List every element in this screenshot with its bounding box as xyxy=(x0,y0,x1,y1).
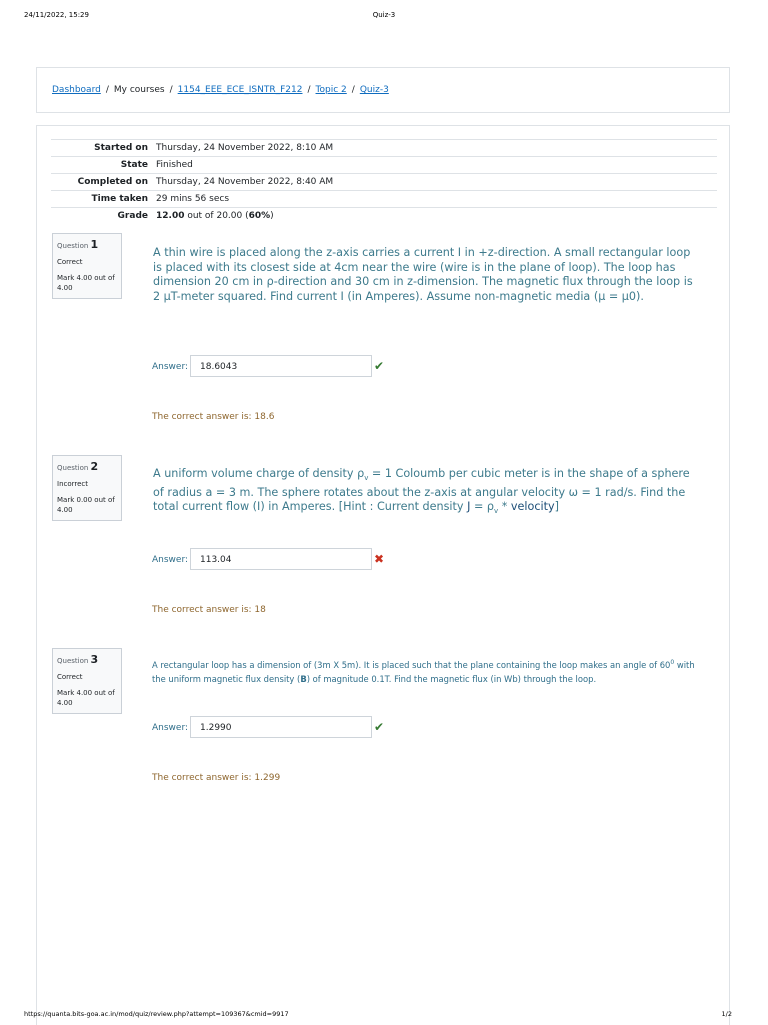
summary-value: Finished xyxy=(152,157,717,174)
text-part: = ρ xyxy=(470,500,495,514)
question-2-correct-answer: The correct answer is: 18 xyxy=(152,605,266,615)
question-3-correct-answer: The correct answer is: 1.299 xyxy=(152,773,281,783)
summary-row-grade xyxy=(51,208,717,225)
summary-label: Completed on xyxy=(51,174,152,191)
question-number xyxy=(57,653,117,668)
print-title: Quiz-3 xyxy=(372,11,396,19)
breadcrumb-container xyxy=(36,67,730,113)
attempt-summary-table xyxy=(51,139,717,224)
grade-value xyxy=(152,208,717,225)
answer-field[interactable]: 18.6043 xyxy=(190,355,372,377)
text-part: = 1 Coloumb per cubic meter is in the shape of a sphere of radius a = 3 m. The sphere rotates about the z-axis at angular velocity ω = 1 rad/s. Find the total current flow (I) in Amperes. [Hint : Current density xyxy=(153,467,690,514)
summary-label: State xyxy=(51,157,152,174)
answer-label: Answer: xyxy=(152,555,189,565)
question-status: Incorrect xyxy=(57,479,89,488)
question-label: Question xyxy=(57,464,89,472)
text-part: A uniform volume charge of density ρ xyxy=(153,467,365,480)
question-number xyxy=(57,460,117,475)
question-1-correct-answer: The correct answer is: 18.6 xyxy=(152,412,275,422)
text-subscript: v xyxy=(364,474,369,483)
question-number-value: 3 xyxy=(90,653,99,666)
breadcrumb-separator: / xyxy=(307,85,311,95)
question-status: Correct xyxy=(57,672,83,681)
summary-value: Thursday, 24 November 2022, 8:10 AM xyxy=(152,140,717,157)
question-3-info xyxy=(52,648,122,714)
breadcrumb-separator: / xyxy=(169,85,173,95)
text-part: ] xyxy=(554,500,559,514)
question-label: Question xyxy=(57,242,89,250)
question-number xyxy=(57,238,117,253)
breadcrumb-my-courses: My courses xyxy=(113,85,165,95)
summary-row xyxy=(51,157,717,174)
question-mark: Mark 0.00 out of 4.00 xyxy=(57,496,115,514)
summary-row xyxy=(51,174,717,191)
question-number-value: 2 xyxy=(90,460,99,473)
print-url: https://quanta.bits-goa.ac.in/mod/quiz/review.php?attempt=109367&cmid=9917 xyxy=(24,1010,289,1018)
question-1-info xyxy=(52,233,122,299)
print-datetime: 24/11/2022, 15:29 xyxy=(24,11,89,19)
summary-value: 29 mins 56 secs xyxy=(152,191,717,208)
print-page-number: 1/2 xyxy=(721,1010,732,1018)
summary-value: Thursday, 24 November 2022, 8:40 AM xyxy=(152,174,717,191)
question-mark: Mark 4.00 out of 4.00 xyxy=(57,274,115,292)
answer-label: Answer: xyxy=(152,723,189,733)
question-3-text xyxy=(152,656,697,686)
question-mark: Mark 4.00 out of 4.00 xyxy=(57,689,115,707)
breadcrumb-course-link[interactable]: 1154_EEE_ECE_ISNTR_F212 xyxy=(177,85,303,95)
question-2-info xyxy=(52,455,122,521)
breadcrumb-separator: / xyxy=(351,85,355,95)
question-label: Question xyxy=(57,657,89,665)
breadcrumb-topic-link[interactable]: Topic 2 xyxy=(315,85,347,95)
grade-outof: out of 20.00 ( xyxy=(184,211,249,221)
grade-label: Grade xyxy=(51,208,152,225)
breadcrumb-dashboard-link[interactable]: Dashboard xyxy=(52,85,101,95)
text-subscript: v xyxy=(494,507,499,516)
summary-row xyxy=(51,140,717,157)
text-part: A rectangular loop has a dimension of (3m X 5m). It is placed such that the plane containing the loop makes an angle of 60 xyxy=(152,659,671,670)
question-status: Correct xyxy=(57,257,83,266)
text-part: * xyxy=(498,500,511,514)
answer-field[interactable]: 1.2990 xyxy=(190,716,372,738)
answer-field[interactable]: 113.04 xyxy=(190,548,372,570)
breadcrumb xyxy=(52,85,389,95)
text-bold-B: B xyxy=(300,673,307,684)
summary-label: Started on xyxy=(51,140,152,157)
grade-percent: 60% xyxy=(248,211,271,221)
breadcrumb-separator: / xyxy=(105,85,109,95)
cross-icon: ✖ xyxy=(374,552,385,566)
text-superscript: 0 xyxy=(670,659,675,666)
print-header xyxy=(24,11,744,23)
question-1-text: A thin wire is placed along the z-axis carries a current I in +z-direction. A small rectangular loop is placed with its closest side at 4cm near the wire (wire is in the plane of loop). The loop has dimension 20 cm in ρ-direction and 30 cm in z-dimension. The magnetic flux through the loop is 2 μT-meter squared. Find current I (in Amperes). Assume non-magnetic media (μ = μ0). xyxy=(153,246,693,303)
text-bold-velocity: velocity xyxy=(510,500,555,514)
check-icon: ✔ xyxy=(374,359,385,373)
summary-label: Time taken xyxy=(51,191,152,208)
grade-close: ) xyxy=(270,211,274,221)
question-2-text xyxy=(153,467,698,519)
check-icon: ✔ xyxy=(374,720,385,734)
text-part: with the uniform magnetic flux density ( xyxy=(152,659,695,684)
text-bold-J: J xyxy=(467,500,471,514)
answer-label: Answer: xyxy=(152,362,189,372)
grade-score: 12.00 xyxy=(156,211,185,221)
breadcrumb-quiz-link[interactable]: Quiz-3 xyxy=(359,85,389,95)
text-part: ) of magnitude 0.1T. Find the magnetic flux (in Wb) through the loop. xyxy=(306,673,597,684)
question-number-value: 1 xyxy=(90,238,99,251)
summary-row xyxy=(51,191,717,208)
